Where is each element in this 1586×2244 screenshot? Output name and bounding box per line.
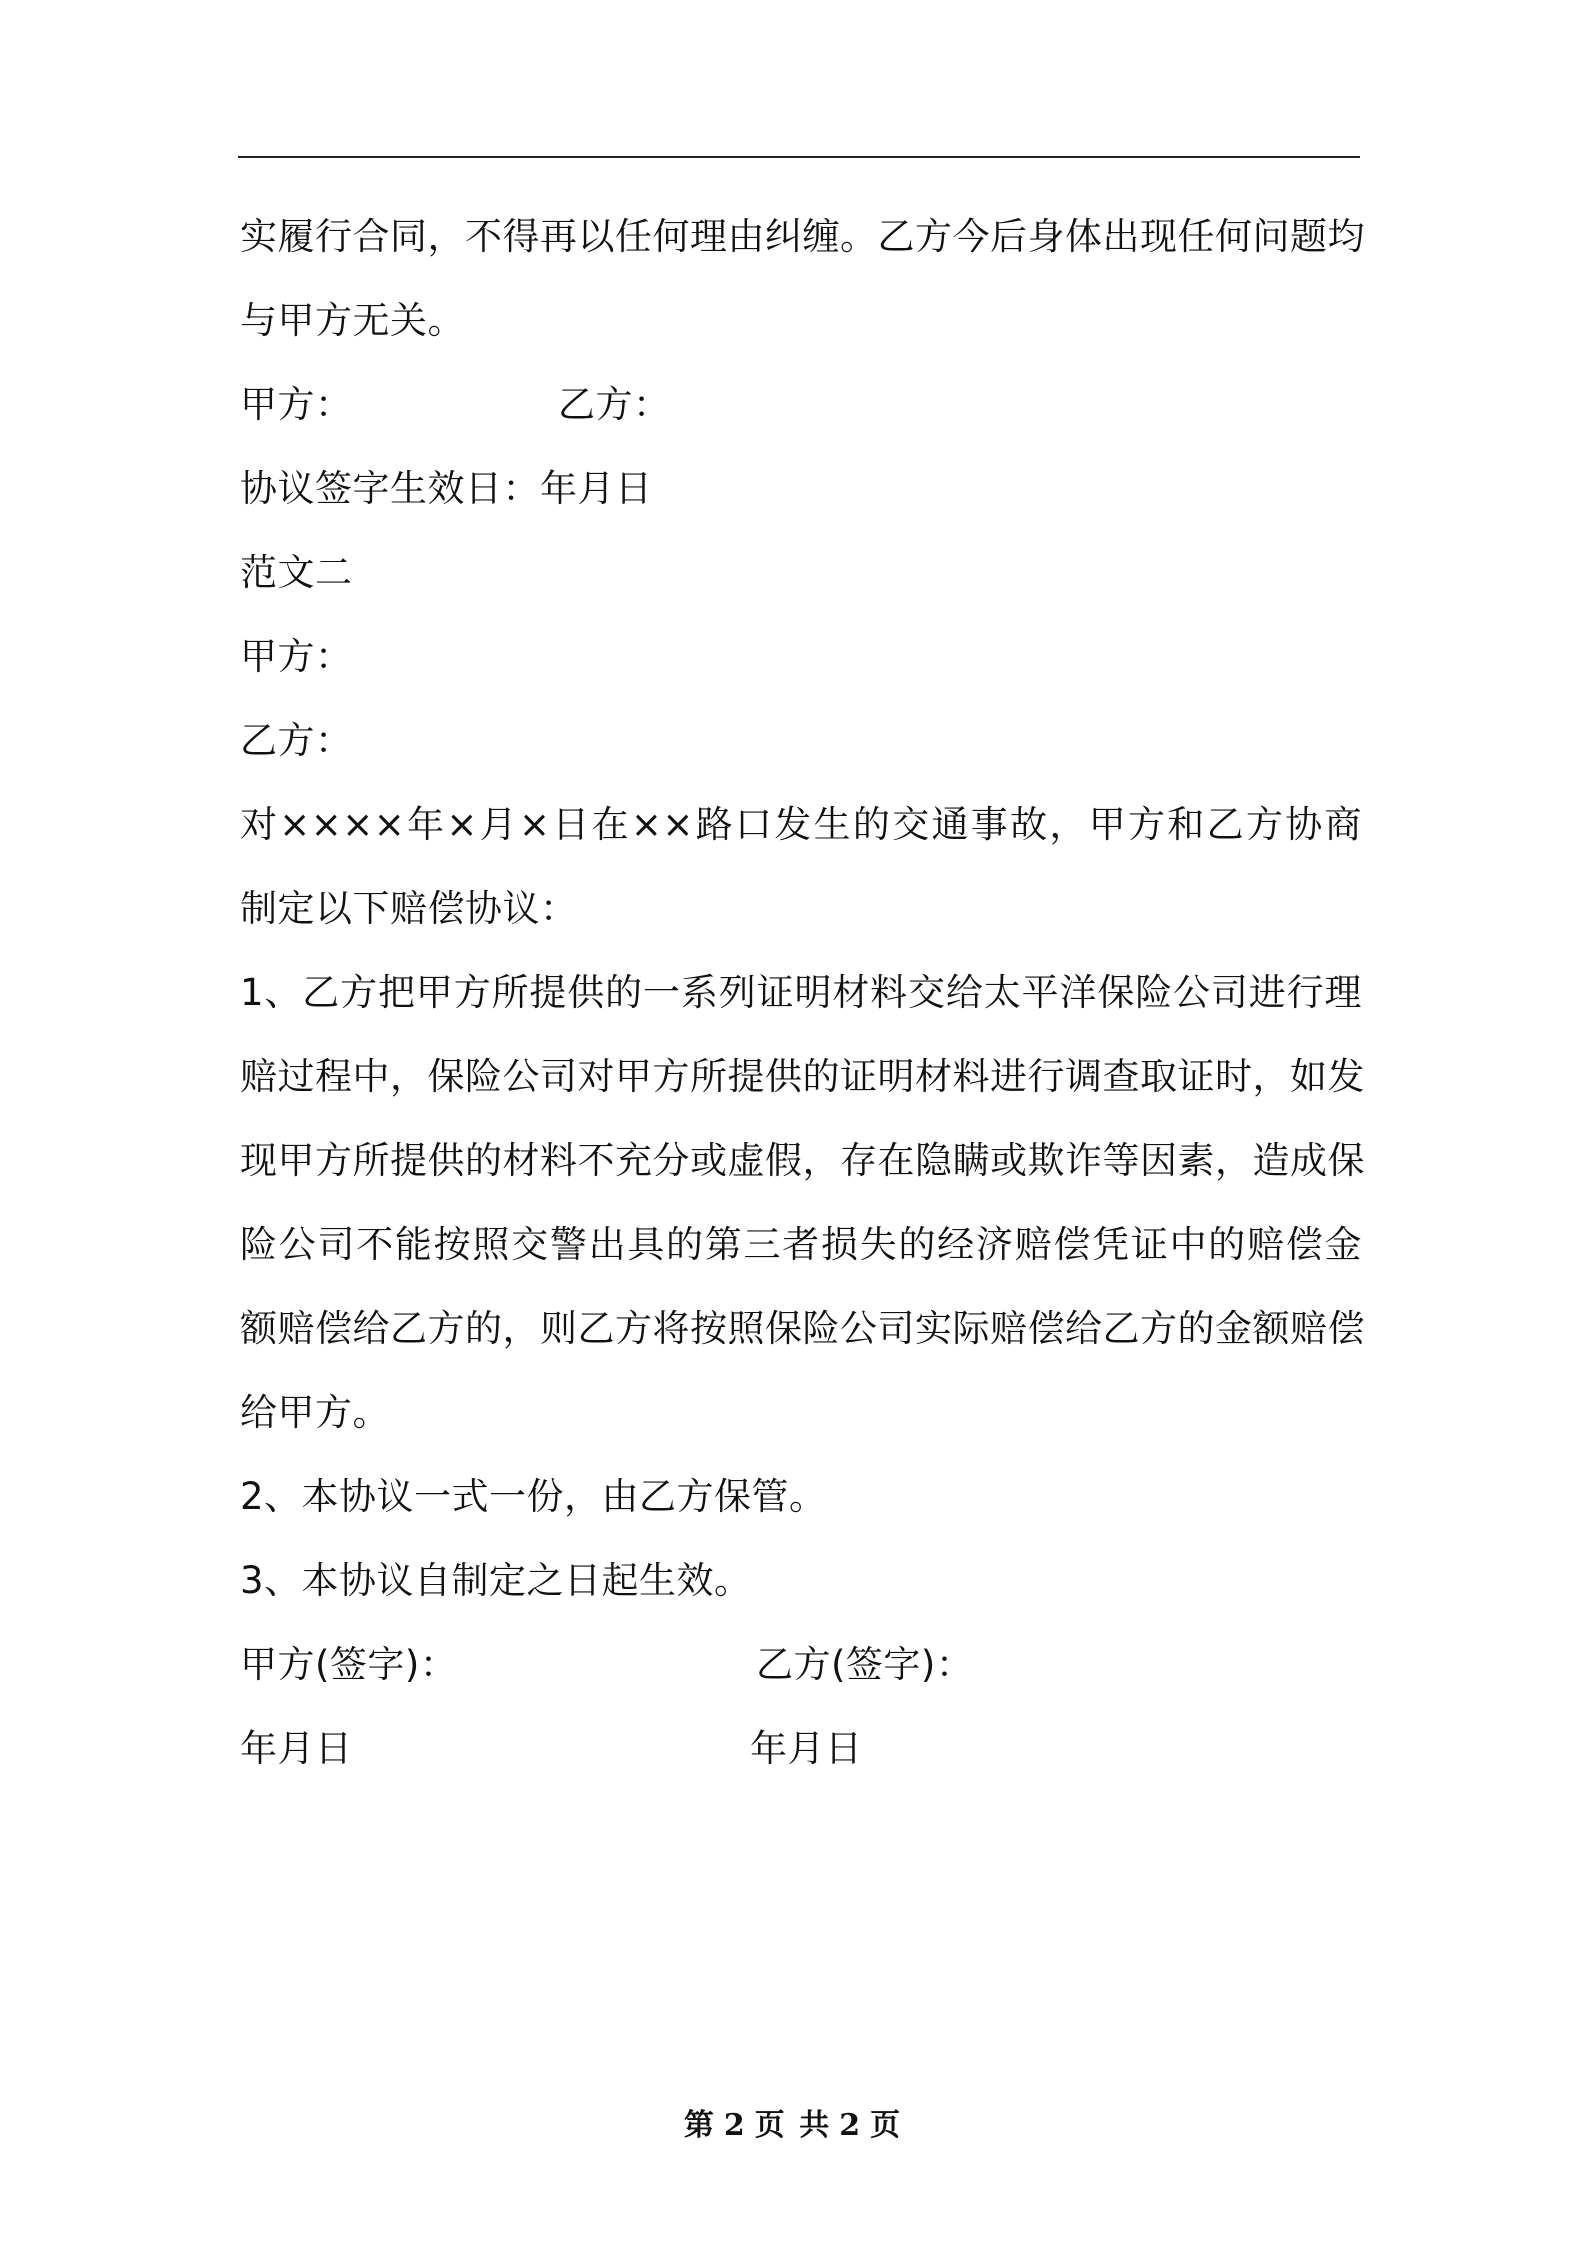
current-page-number: 2 [723, 2108, 747, 2143]
paragraph-line: 与甲方无关。 [240, 299, 465, 342]
clause-1-line: 险公司不能按照交警出具的第三者损失的经济赔偿凭证中的赔偿金 [240, 1223, 1362, 1266]
party-a-date: 年月日 [240, 1727, 353, 1770]
footer-label-of: 页 共 [754, 2108, 832, 2143]
document-body [240, 195, 1365, 1791]
paragraph-line: 制定以下赔偿协议： [240, 887, 578, 930]
clause-1-line: 1、乙方把甲方所提供的一系列证明材料交给太平洋保险公司进行理 [240, 971, 1362, 1014]
paragraph-line: 对××××年×月×日在××路口发生的交通事故，甲方和乙方协商 [240, 803, 1362, 846]
clause-1-line: 赔过程中，保险公司对甲方所提供的证明材料进行调查取证时，如发 [240, 1055, 1365, 1098]
party-a-signature-label: 甲方(签字)： [240, 1643, 458, 1686]
party-b-label: 乙方： [558, 383, 671, 426]
paragraph-line: 实履行合同，不得再以任何理由纠缠。乙方今后身体出现任何问题均 [240, 215, 1365, 258]
signature-row-2 [240, 1623, 1362, 1707]
party-b-date: 年月日 [750, 1727, 863, 1770]
clause-2: 2、本协议一式一份，由乙方保管。 [240, 1475, 827, 1518]
clause-1-line: 现甲方所提供的材料不充分或虚假，存在隐瞒或欺诈等因素，造成保 [240, 1139, 1365, 1182]
party-a-field: 甲方： [240, 635, 353, 678]
party-a-label: 甲方： [240, 383, 353, 426]
clause-1-line: 额赔偿给乙方的，则乙方将按照保险公司实际赔偿给乙方的金额赔偿 [240, 1307, 1365, 1350]
clause-1-line: 给甲方。 [240, 1391, 390, 1434]
total-pages-number: 2 [839, 2108, 863, 2143]
effective-date: 协议签字生效日：年月日 [240, 467, 653, 510]
footer-label-page: 第 [683, 2108, 716, 2143]
signature-date-row [240, 1707, 1362, 1791]
page-footer [0, 2100, 1586, 2144]
clause-3: 3、本协议自制定之日起生效。 [240, 1559, 752, 1602]
signature-row-1 [240, 363, 1362, 447]
section-title: 范文二 [240, 551, 353, 594]
party-b-signature-label: 乙方(签字)： [756, 1643, 974, 1686]
party-b-field: 乙方： [240, 719, 353, 762]
footer-label-end: 页 [870, 2108, 903, 2143]
header-rule [238, 156, 1360, 158]
